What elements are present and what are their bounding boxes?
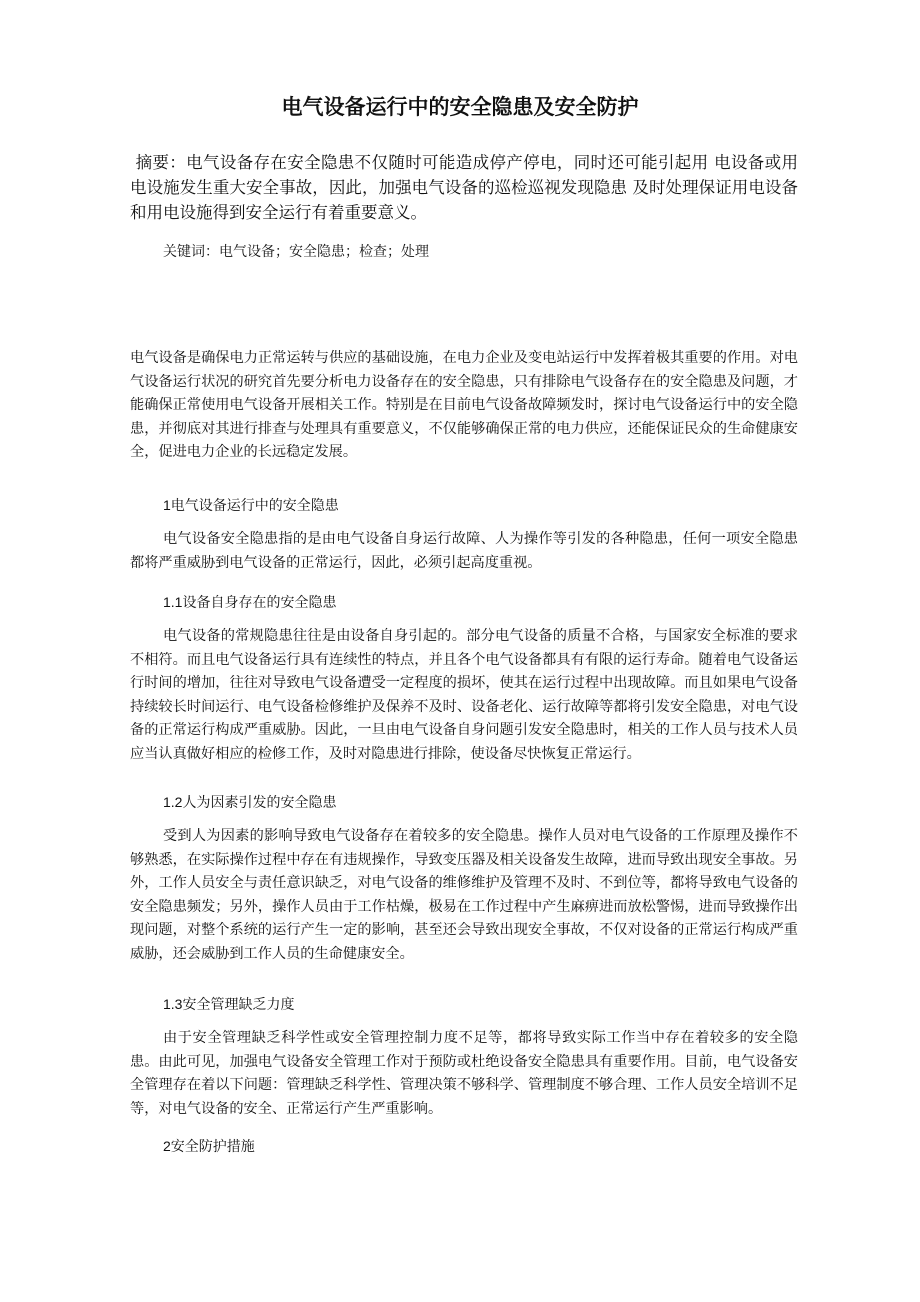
section-number: 1.1	[163, 594, 183, 610]
section-heading-text: 安全防护措施	[170, 1139, 255, 1155]
intro-paragraph: 电气设备是确保电力正常运转与供应的基础设施，在电力企业及变电站运行中发挥着极其重要的作用。对电气设备运行状况的研究首先要分析电力设备存在的安全隐患，只有排除电气设备存在的安全隐患及问题，才能确保正常使用电气设备开展相关工作。特别是在目前电气设备故障频发时，探讨电气设备运行中的安全隐患，并彻底对其进行排查与处理具有重要意义，不仅能够确保正常的电力供应，还能保证民众的生命健康安全，促进电力企业的长远稳定发展。	[130, 350, 798, 461]
section-number: 1.3	[163, 996, 183, 1012]
section-heading-1-1	[163, 591, 336, 614]
section-heading-1	[163, 494, 339, 517]
section-number: 1.2	[163, 794, 183, 810]
section-heading-2	[163, 1135, 255, 1158]
section-paragraph-1-2: 受到人为因素的影响导致电气设备存在着较多的安全隐患。操作人员对电气设备的工作原理及操作不够熟悉，在实际操作过程中存在有违规操作，导致变压器及相关设备发生故障，进而导致出现安全事故。另外，工作人员安全与责任意识缺乏，对电气设备的维修维护及管理不及时、不到位等，都将导致电气设备的安全隐患频发；另外，操作人员由于工作枯燥，极易在工作过程中产生麻痹进而放松警惕，进而导致操作出现问题，对整个系统的运行产生一定的影响，甚至还会导致出现安全事故，不仅对设备的正常运行构成严重威胁，还会威胁到工作人员的生命健康安全。	[130, 828, 798, 962]
section-heading-1-3	[163, 993, 294, 1016]
abstract-paragraph	[130, 150, 798, 225]
section-heading-text: 安全管理缺乏力度	[182, 997, 295, 1013]
page-title: 电气设备运行中的安全隐患及安全防护	[281, 95, 639, 119]
section-heading-text: 人为因素引发的安全隐患	[182, 795, 337, 811]
section-number: 1	[163, 497, 171, 513]
section-number: 2	[163, 1138, 171, 1154]
section-paragraph-1-3: 由于安全管理缺乏科学性或安全管理控制力度不足等，都将导致实际工作当中存在着较多的安全隐患。由此可见，加强电气设备安全管理工作对于预防或杜绝设备安全隐患具有重要作用。目前，电气设备安全管理存在着以下问题：管理缺乏科学性、管理决策不够科学、管理制度不够合理、工作人员安全培训不足等，对电气设备的安全、正常运行产生严重影响。	[130, 1030, 798, 1117]
section-heading-text: 电气设备运行中的安全隐患	[170, 498, 339, 514]
section-heading-text: 设备自身存在的安全隐患	[182, 595, 337, 611]
section-paragraph-1: 电气设备安全隐患指的是由电气设备自身运行故障、人为操作等引发的各种隐患，任何一项安全隐患都将严重威胁到电气设备的正常运行，因此，必须引起高度重视。	[130, 531, 798, 571]
section-paragraph-1-1: 电气设备的常规隐患往往是由设备自身引起的。部分电气设备的质量不合格，与国家安全标准的要求不相符。而且电气设备运行具有连续性的特点，并且各个电气设备都具有有限的运行寿命。随着电气设备运行时间的增加，往往对导致电气设备遭受一定程度的损坏，使其在运行过程中出现故障。而且如果电气设备持续较长时间运行、电气设备检修维护及保养不及时、设备老化、运行故障等都将引发安全隐患，对电气设备的正常运行构成严重威胁。因此，一旦由电气设备自身问题引发安全隐患时，相关的工作人员与技术人员应当认真做好相应的检修工作，及时对隐患进行排除，使设备尽快恢复正常运行。	[130, 628, 798, 762]
abstract-text: 摘要：电气设备存在安全隐患不仅随时可能造成停产停电，同时还可能引起用 电设备或用电设施发生重大安全事故，因此，加强电气设备的巡检巡视发现隐患 及时处理保证用电设备和用电设施得到安全运行有着重要意义。	[130, 153, 799, 222]
keywords-line: 关键词：电气设备；安全隐患；检查；处理	[163, 244, 429, 260]
section-heading-1-2	[163, 791, 336, 814]
